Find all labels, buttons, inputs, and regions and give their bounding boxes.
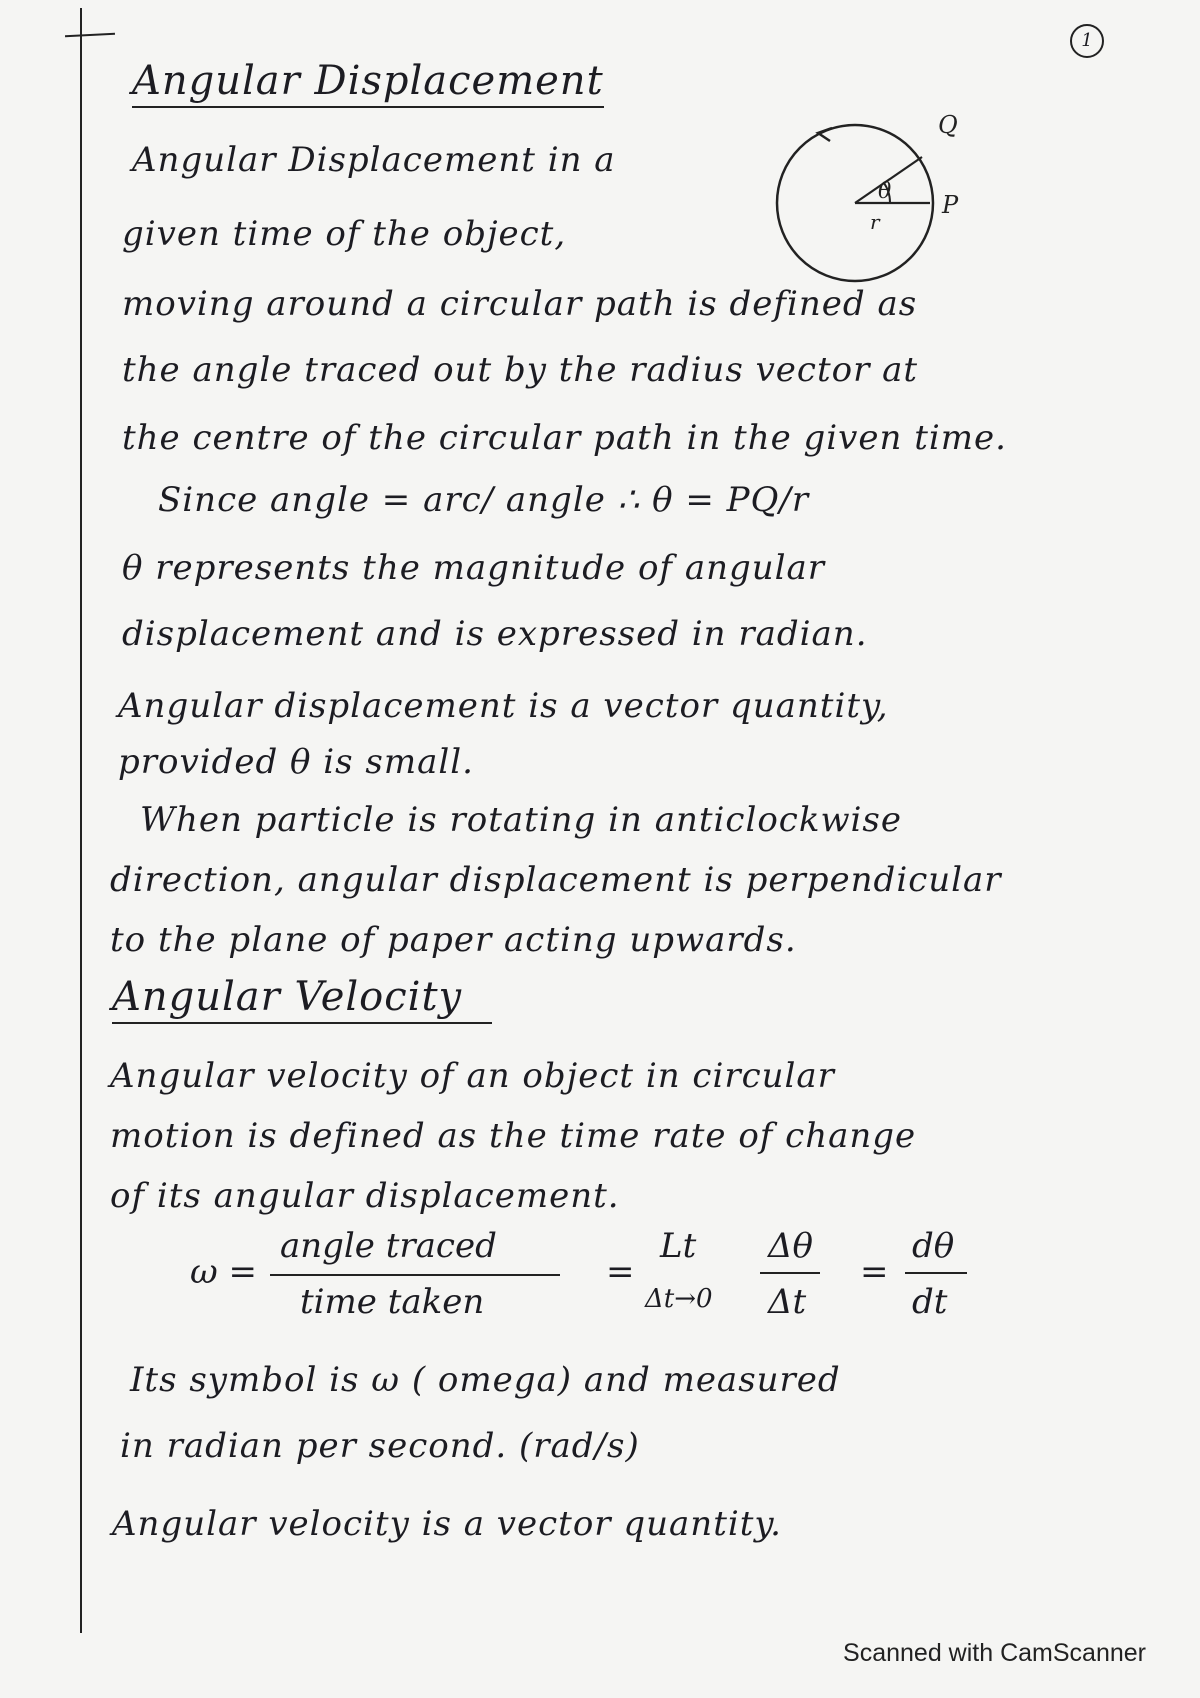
text-line: Its symbol is ω ( omega) and measured [130, 1360, 841, 1400]
text-line: the centre of the circular path in the given time. [122, 418, 1007, 458]
text-line: motion is defined as the time rate of change [110, 1116, 917, 1156]
formula-numerator-delta: Δθ [768, 1226, 814, 1266]
formula-denominator-d: dt [912, 1282, 948, 1322]
page-number: 1 [1070, 24, 1104, 58]
fraction-bar [905, 1272, 967, 1274]
formula-denominator-time: time taken [300, 1282, 485, 1322]
text-line: Angular Displacement in a [132, 140, 616, 180]
text-line: the angle traced out by the radius vector at [122, 350, 919, 390]
text-line: displacement and is expressed in radian. [122, 614, 868, 654]
text-line: of its angular displacement. [110, 1176, 620, 1216]
formula-denominator-delta: Δt [768, 1282, 807, 1322]
formula-limit: Lt [660, 1226, 697, 1266]
margin-line [80, 8, 82, 1633]
text-line: Angular displacement is a vector quantity, [118, 686, 889, 726]
formula-equals: = [606, 1252, 635, 1292]
fraction-bar [270, 1274, 560, 1276]
formula-equals: = [860, 1252, 889, 1292]
text-line: direction, angular displacement is perpendicular [110, 860, 1002, 900]
text-line: to the plane of paper acting upwards. [110, 920, 797, 960]
text-line: Angular velocity of an object in circular [110, 1056, 835, 1096]
text-line: Angular velocity is a vector quantity. [112, 1504, 782, 1544]
text-line: When particle is rotating in anticlockwise [140, 800, 902, 840]
direction-arrow [818, 128, 832, 141]
text-line: θ represents the magnitude of angular [122, 548, 826, 588]
text-line: moving around a circular path is defined as [122, 284, 918, 324]
heading-angular-velocity: Angular Velocity [112, 974, 492, 1024]
heading-angular-displacement: Angular Displacement [132, 58, 604, 108]
formula-numerator-angle: angle traced [280, 1226, 497, 1266]
label-p: P [942, 191, 959, 219]
label-theta: θ [878, 179, 892, 204]
circular-path-diagram [760, 95, 960, 295]
scanner-footer: Scanned with CamScanner [843, 1639, 1146, 1667]
text-line: provided θ is small. [118, 742, 474, 782]
formula-numerator-d: dθ [912, 1226, 955, 1266]
text-line-arc-relation: Since angle = arc/ angle ∴ θ = PQ/r [158, 480, 810, 520]
text-line: given time of the object, [122, 214, 567, 254]
formula-limit-sub: Δt→0 [645, 1284, 713, 1314]
text-line: in radian per second. (rad/s) [120, 1426, 640, 1466]
margin-tick [65, 33, 115, 38]
formula-lhs: ω = [190, 1252, 258, 1292]
label-q: Q [938, 111, 958, 139]
label-r: r [870, 210, 880, 234]
fraction-bar [760, 1272, 820, 1274]
